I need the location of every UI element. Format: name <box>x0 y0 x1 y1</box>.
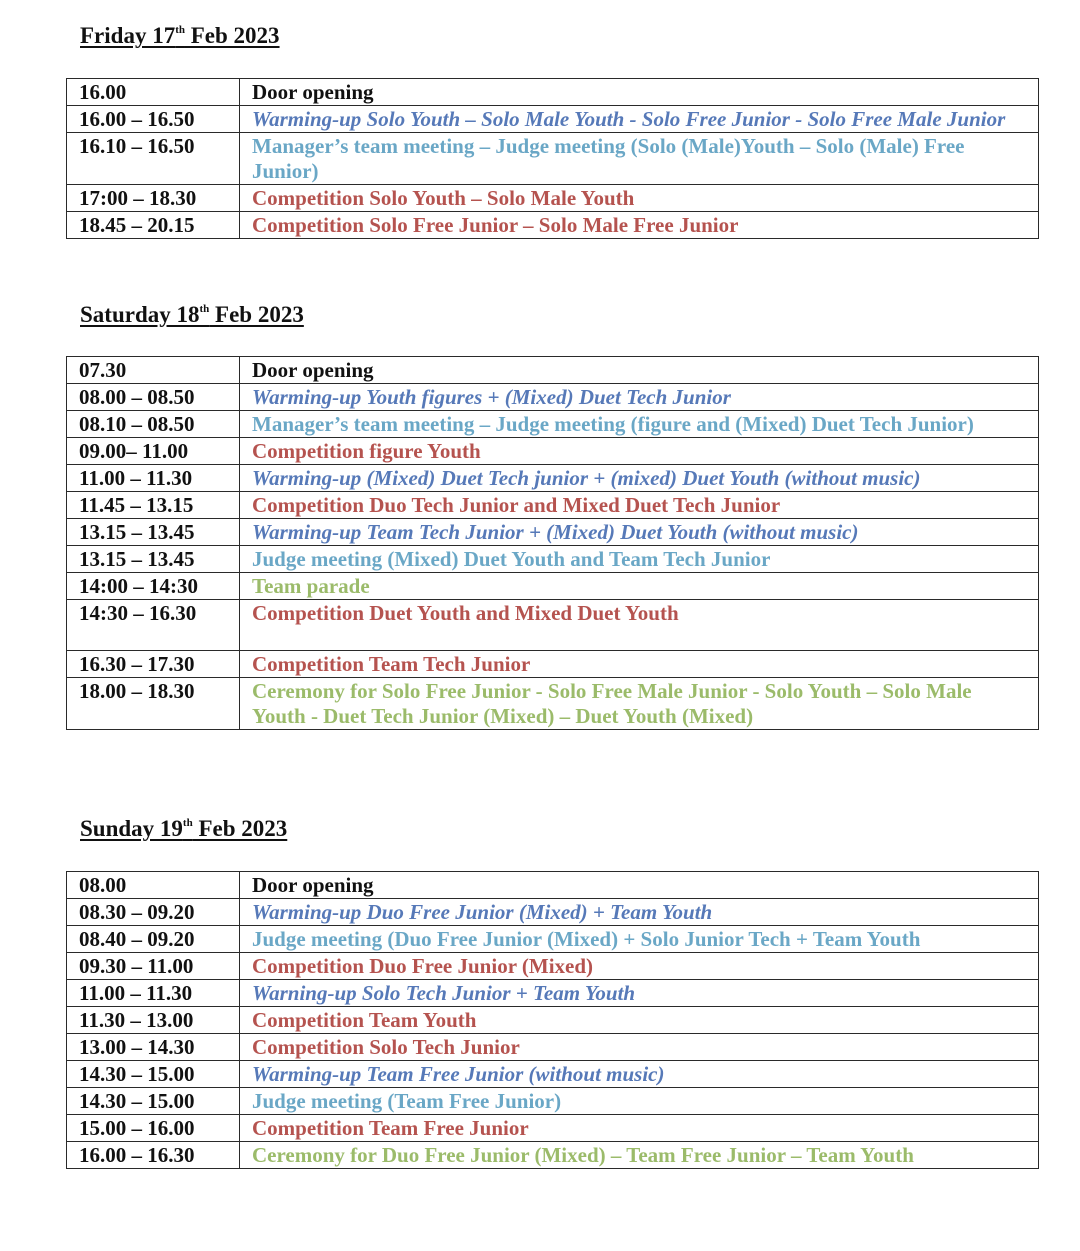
time-cell: 18.45 – 20.15 <box>67 212 240 239</box>
event-cell-comp: Competition Team Free Junior <box>240 1115 1039 1142</box>
schedule-row <box>67 212 1039 239</box>
time-cell: 08.40 – 09.20 <box>67 926 240 953</box>
time-cell: 14.30 – 15.00 <box>67 1061 240 1088</box>
event-cell-comp: Competition Solo Free Junior – Solo Male Free Junior <box>240 212 1039 239</box>
event-cell-warm: Warming-up Team Tech Junior + (Mixed) Duet Youth (without music) <box>240 519 1039 546</box>
schedule-table-saturday <box>66 356 1039 730</box>
schedule-row <box>67 1061 1039 1088</box>
event-cell-warm: Warming-up Team Free Junior (without music) <box>240 1061 1039 1088</box>
schedule-row <box>67 411 1039 438</box>
schedule-row <box>67 79 1039 106</box>
schedule-row <box>67 492 1039 519</box>
event-cell-meet: Judge meeting (Duo Free Junior (Mixed) + Solo Junior Tech + Team Youth <box>240 926 1039 953</box>
event-cell-door: Door opening <box>240 357 1039 384</box>
schedule-table-sunday <box>66 871 1039 1169</box>
schedule-row <box>67 1142 1039 1169</box>
event-cell-comp: Competition Solo Tech Junior <box>240 1034 1039 1061</box>
schedule-row <box>67 185 1039 212</box>
time-cell: 11.45 – 13.15 <box>67 492 240 519</box>
event-cell-cere: Team parade <box>240 573 1039 600</box>
schedule-row <box>67 384 1039 411</box>
schedule-row <box>67 573 1039 600</box>
event-cell-warm: Warning-up Solo Tech Junior + Team Youth <box>240 980 1039 1007</box>
event-cell-door: Door opening <box>240 872 1039 899</box>
schedule-row <box>67 465 1039 492</box>
time-cell: 08.10 – 08.50 <box>67 411 240 438</box>
time-cell: 08.00 <box>67 872 240 899</box>
event-cell-comp: Competition Team Tech Junior <box>240 651 1039 678</box>
time-cell: 14:30 – 16.30 <box>67 600 240 651</box>
time-cell: 09.30 – 11.00 <box>67 953 240 980</box>
event-cell-door: Door opening <box>240 79 1039 106</box>
day-title-saturday: Saturday 18th Feb 2023 <box>80 302 304 327</box>
schedule-row <box>67 980 1039 1007</box>
time-cell: 11.30 – 13.00 <box>67 1007 240 1034</box>
event-cell-meet: Manager’s team meeting – Judge meeting (figure and (Mixed) Duet Tech Junior) <box>240 411 1039 438</box>
event-cell-warm: Warming-up (Mixed) Duet Tech junior + (mixed) Duet Youth (without music) <box>240 465 1039 492</box>
time-cell: 16.30 – 17.30 <box>67 651 240 678</box>
event-cell-comp: Competition Duo Free Junior (Mixed) <box>240 953 1039 980</box>
time-cell: 11.00 – 11.30 <box>67 980 240 1007</box>
time-cell: 16.00 – 16.30 <box>67 1142 240 1169</box>
time-cell: 16.00 – 16.50 <box>67 106 240 133</box>
schedule-row <box>67 600 1039 651</box>
time-cell: 15.00 – 16.00 <box>67 1115 240 1142</box>
time-cell: 08.00 – 08.50 <box>67 384 240 411</box>
event-cell-meet: Manager’s team meeting – Judge meeting (Solo (Male)Youth – Solo (Male) Free Junior) <box>240 133 1039 185</box>
time-cell: 17:00 – 18.30 <box>67 185 240 212</box>
event-cell-warm: Warming-up Solo Youth – Solo Male Youth - Solo Free Junior - Solo Free Male Junior <box>240 106 1039 133</box>
schedule-row <box>67 438 1039 465</box>
schedule-row <box>67 1115 1039 1142</box>
event-cell-warm: Warming-up Youth figures + (Mixed) Duet Tech Junior <box>240 384 1039 411</box>
time-cell: 14:00 – 14:30 <box>67 573 240 600</box>
event-cell-meet: Judge meeting (Mixed) Duet Youth and Team Tech Junior <box>240 546 1039 573</box>
time-cell: 13.15 – 13.45 <box>67 519 240 546</box>
schedule-row <box>67 519 1039 546</box>
day-title-friday: Friday 17th Feb 2023 <box>80 23 280 48</box>
event-cell-warm: Warming-up Duo Free Junior (Mixed) + Team Youth <box>240 899 1039 926</box>
time-cell: 07.30 <box>67 357 240 384</box>
schedule-row <box>67 546 1039 573</box>
schedule-table-friday <box>66 78 1039 239</box>
event-cell-cere: Ceremony for Solo Free Junior - Solo Free Male Junior - Solo Youth – Solo Male Youth - Duet Tech Junior (Mixed) – Duet Youth (Mixed) <box>240 678 1039 730</box>
day-title-sunday: Sunday 19th Feb 2023 <box>80 816 288 841</box>
event-cell-comp: Competition Duo Tech Junior and Mixed Duet Tech Junior <box>240 492 1039 519</box>
schedule-row <box>67 133 1039 185</box>
schedule-row <box>67 678 1039 730</box>
event-cell-cere: Ceremony for Duo Free Junior (Mixed) – Team Free Junior – Team Youth <box>240 1142 1039 1169</box>
schedule-row <box>67 872 1039 899</box>
event-cell-comp: Competition Duet Youth and Mixed Duet Youth <box>240 600 1039 651</box>
time-cell: 16.10 – 16.50 <box>67 133 240 185</box>
event-cell-meet: Judge meeting (Team Free Junior) <box>240 1088 1039 1115</box>
time-cell: 13.15 – 13.45 <box>67 546 240 573</box>
event-cell-comp: Competition figure Youth <box>240 438 1039 465</box>
time-cell: 11.00 – 11.30 <box>67 465 240 492</box>
schedule-row <box>67 357 1039 384</box>
time-cell: 13.00 – 14.30 <box>67 1034 240 1061</box>
schedule-row <box>67 106 1039 133</box>
schedule-row <box>67 651 1039 678</box>
schedule-row <box>67 899 1039 926</box>
schedule-row <box>67 1034 1039 1061</box>
event-cell-comp: Competition Solo Youth – Solo Male Youth <box>240 185 1039 212</box>
time-cell: 18.00 – 18.30 <box>67 678 240 730</box>
time-cell: 14.30 – 15.00 <box>67 1088 240 1115</box>
schedule-row <box>67 953 1039 980</box>
schedule-row <box>67 1088 1039 1115</box>
time-cell: 09.00– 11.00 <box>67 438 240 465</box>
schedule-row <box>67 1007 1039 1034</box>
time-cell: 16.00 <box>67 79 240 106</box>
event-cell-comp: Competition Team Youth <box>240 1007 1039 1034</box>
time-cell: 08.30 – 09.20 <box>67 899 240 926</box>
schedule-row <box>67 926 1039 953</box>
